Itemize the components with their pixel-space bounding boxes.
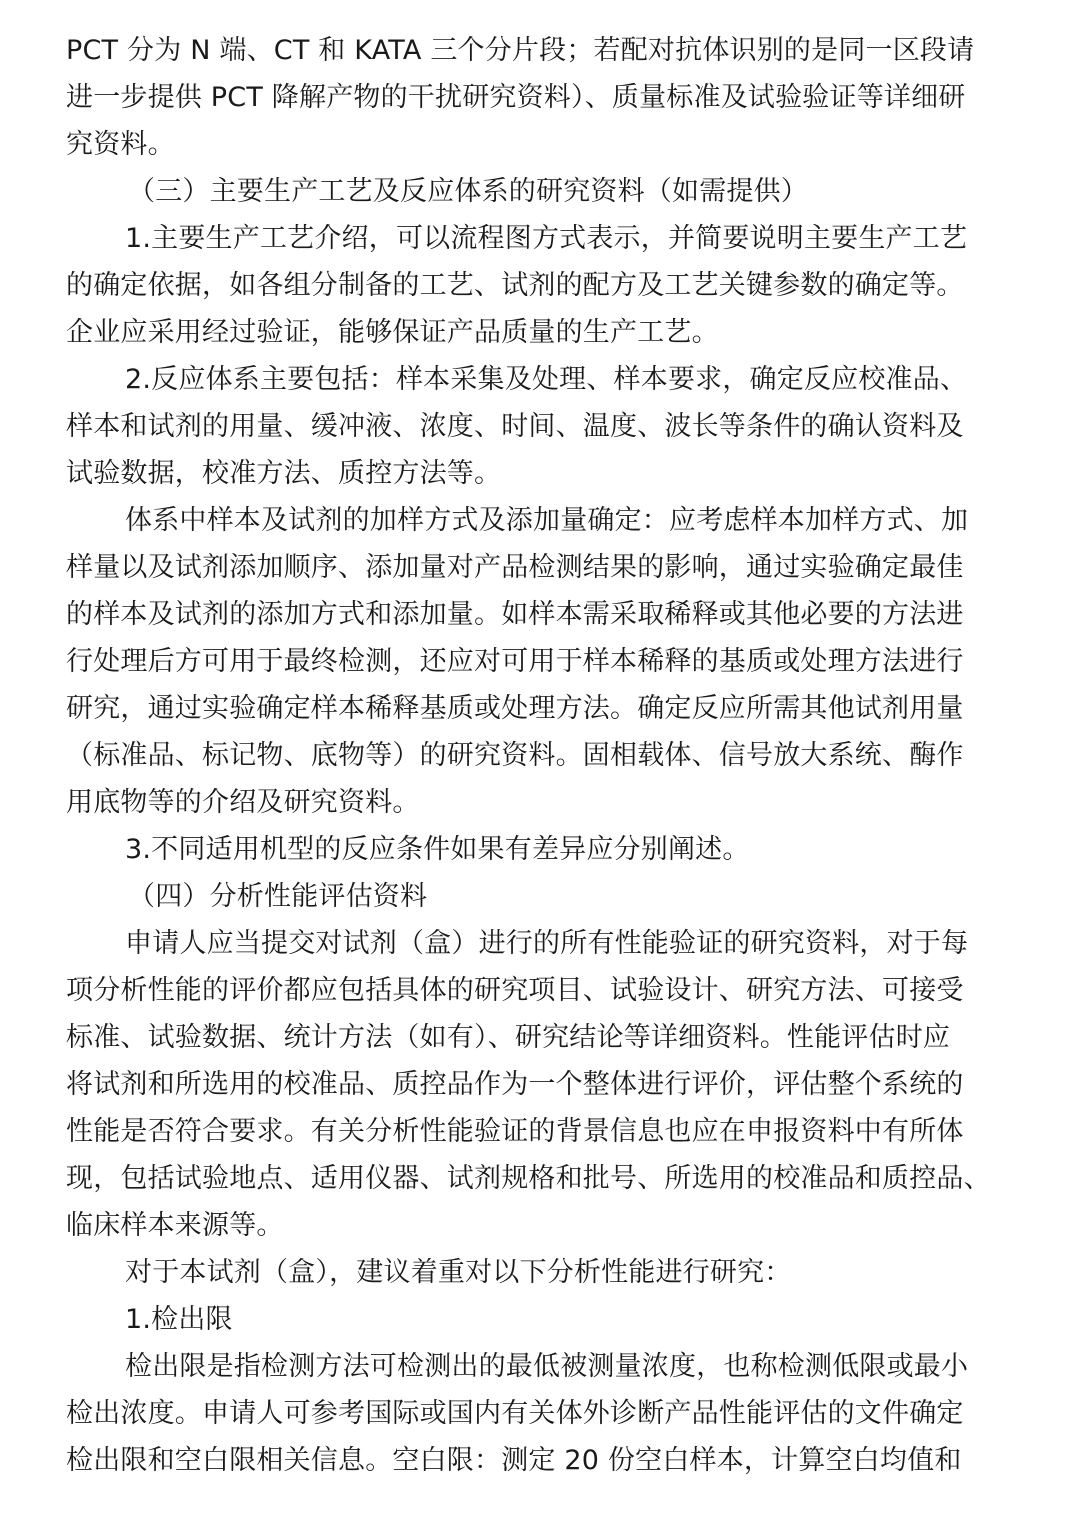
text-line: （标准品、标记物、底物等）的研究资料。固相载体、信号放大系统、酶作: [66, 740, 964, 771]
text-line: 试验数据，校准方法、质控方法等。: [66, 458, 502, 489]
text-line: 申请人应当提交对试剂（盒）进行的所有性能验证的研究资料，对于每: [125, 928, 969, 959]
section-heading: （三）主要生产工艺及反应体系的研究资料（如需提供）: [128, 176, 808, 207]
text-line: 标准、试验数据、统计方法（如有）、研究结论等详细资料。性能评估时应: [66, 1022, 951, 1053]
text-line: 检出限和空白限相关信息。空白限：测定 20 份空白样本，计算空白均值和: [66, 1445, 962, 1476]
text-line: 体系中样本及试剂的加样方式及添加量确定：应考虑样本加样方式、加: [125, 505, 969, 536]
text-line: 究资料。: [66, 129, 175, 160]
text-line: 2.反应体系主要包括：样本采集及处理、样本要求，确定反应校准品、: [125, 364, 968, 395]
text-line: 的样本及试剂的添加方式和添加量。如样本需采取稀释或其他必要的方法进: [66, 599, 964, 630]
subsection-heading: 1.检出限: [125, 1304, 233, 1335]
text-line: 对于本试剂（盒），建议着重对以下分析性能进行研究：: [125, 1257, 792, 1288]
text-line: 的确定依据，如各组分制备的工艺、试剂的配方及工艺关键参数的确定等。: [66, 270, 964, 301]
text-line: 将试剂和所选用的校准品、质控品作为一个整体进行评价，评估整个系统的: [66, 1069, 964, 1100]
text-line: 项分析性能的评价都应包括具体的研究项目、试验设计、研究方法、可接受: [66, 975, 964, 1006]
text-line: PCT 分为 N 端、CT 和 KATA 三个分片段；若配对抗体识别的是同一区段请: [66, 35, 975, 66]
text-line: 性能是否符合要求。有关分析性能验证的背景信息也应在申报资料中有所体: [66, 1116, 964, 1147]
text-line: 进一步提供 PCT 降解产物的干扰研究资料）、质量标准及试验验证等详细研: [66, 82, 966, 113]
text-line: 现，包括试验地点、适用仪器、试剂规格和批号、所选用的校准品和质控品、: [66, 1163, 991, 1194]
text-line: 行处理后方可用于最终检测，还应对可用于样本稀释的基质或处理方法进行: [66, 646, 964, 677]
text-line: 样本和试剂的用量、缓冲液、浓度、时间、温度、波长等条件的确认资料及: [66, 411, 964, 442]
text-line: 研究，通过实验确定样本稀释基质或处理方法。确定反应所需其他试剂用量: [66, 693, 964, 724]
text-line: 1.主要生产工艺介绍，可以流程图方式表示，并简要说明主要生产工艺: [125, 223, 968, 254]
text-line: 企业应采用经过验证，能够保证产品质量的生产工艺。: [66, 317, 719, 348]
text-line: 样量以及试剂添加顺序、添加量对产品检测结果的影响，通过实验确定最佳: [66, 552, 964, 583]
text-line: 用底物等的介绍及研究资料。: [66, 787, 420, 818]
text-line: 临床样本来源等。: [66, 1210, 284, 1241]
text-line: 检出浓度。申请人可参考国际或国内有关体外诊断产品性能评估的文件确定: [66, 1398, 964, 1429]
text-line: 检出限是指检测方法可检测出的最低被测量浓度，也称检测低限或最小: [125, 1351, 969, 1382]
text-line: 3.不同适用机型的反应条件如果有差异应分别阐述。: [125, 834, 750, 865]
section-heading: （四）分析性能评估资料: [128, 881, 428, 912]
